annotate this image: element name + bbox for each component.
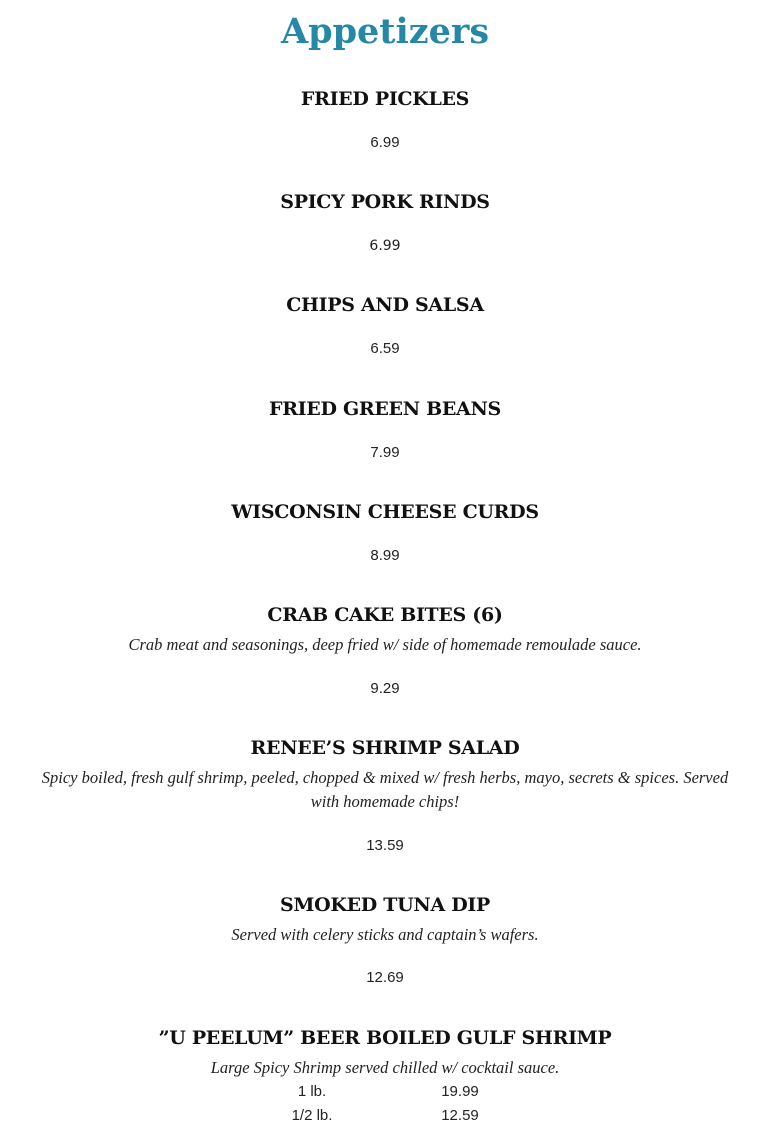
item-description: Spicy boiled, fresh gulf shrimp, peeled, chopped & mixed w/ fresh herbs, mayo, secrets & spices. Served with homemade chips! — [41, 768, 729, 811]
item-name: CHIPS AND SALSA — [286, 294, 484, 316]
menu-item-fried-green-beans-price — [0, 443, 770, 463]
item-price: 7.99 — [370, 444, 400, 461]
item-name: ”U PEELUM” BEER BOILED GULF SHRIMP — [158, 1027, 612, 1049]
item-name: FRIED GREEN BEANS — [269, 398, 501, 420]
menu-item-u-peelum-shrimp — [0, 1026, 770, 1080]
menu-item-spicy-pork-rinds — [0, 190, 770, 214]
item-price: 6.59 — [370, 340, 400, 357]
item-description: Served with celery sticks and captain’s wafers. — [231, 925, 539, 944]
menu-item-crab-cake-bites — [0, 603, 770, 657]
item-price: 13.59 — [366, 837, 404, 854]
menu-item-smoked-tuna-dip-price — [0, 968, 770, 988]
item-name: SPICY PORK RINDS — [280, 191, 490, 213]
section-title: Appetizers — [280, 11, 490, 52]
menu-item-renees-shrimp-salad-price — [0, 836, 770, 856]
menu-item-fried-pickles — [0, 87, 770, 111]
option-size: 1/2 lb. — [291, 1107, 333, 1124]
item-price: 9.29 — [370, 680, 400, 697]
item-name: CRAB CAKE BITES (6) — [267, 604, 503, 626]
option-size: 1 lb. — [297, 1083, 327, 1100]
menu-item-wisconsin-cheese-curds-price — [0, 546, 770, 566]
option-price: 19.99 — [441, 1083, 479, 1100]
menu-item-crab-cake-bites-price — [0, 679, 770, 699]
menu-item-fried-pickles-price — [0, 133, 770, 153]
price-option-row — [0, 1081, 770, 1103]
item-price: 6.99 — [370, 134, 400, 151]
item-name: FRIED PICKLES — [300, 88, 470, 110]
menu-item-chips-and-salsa — [0, 293, 770, 317]
item-price: 6.99 — [369, 238, 401, 254]
menu-item-chips-and-salsa-price — [0, 339, 770, 359]
menu-item-renees-shrimp-salad — [0, 736, 770, 814]
item-name: SMOKED TUNA DIP — [280, 894, 490, 916]
item-description: Crab meat and seasonings, deep fried w/ side of homemade remoulade sauce. — [128, 635, 642, 654]
menu-item-fried-green-beans — [0, 397, 770, 421]
option-price: 12.59 — [441, 1107, 479, 1124]
item-price: 8.99 — [370, 547, 400, 564]
menu-item-smoked-tuna-dip — [0, 893, 770, 947]
menu-item-wisconsin-cheese-curds — [0, 500, 770, 524]
item-description: Large Spicy Shrimp served chilled w/ cocktail sauce. — [210, 1058, 560, 1077]
price-option-row — [0, 1105, 770, 1127]
item-name: RENEE’S SHRIMP SALAD — [250, 737, 520, 759]
item-price: 12.69 — [366, 969, 404, 986]
item-name: WISCONSIN CHEESE CURDS — [231, 501, 539, 523]
menu-item-spicy-pork-rinds-price — [0, 236, 770, 256]
